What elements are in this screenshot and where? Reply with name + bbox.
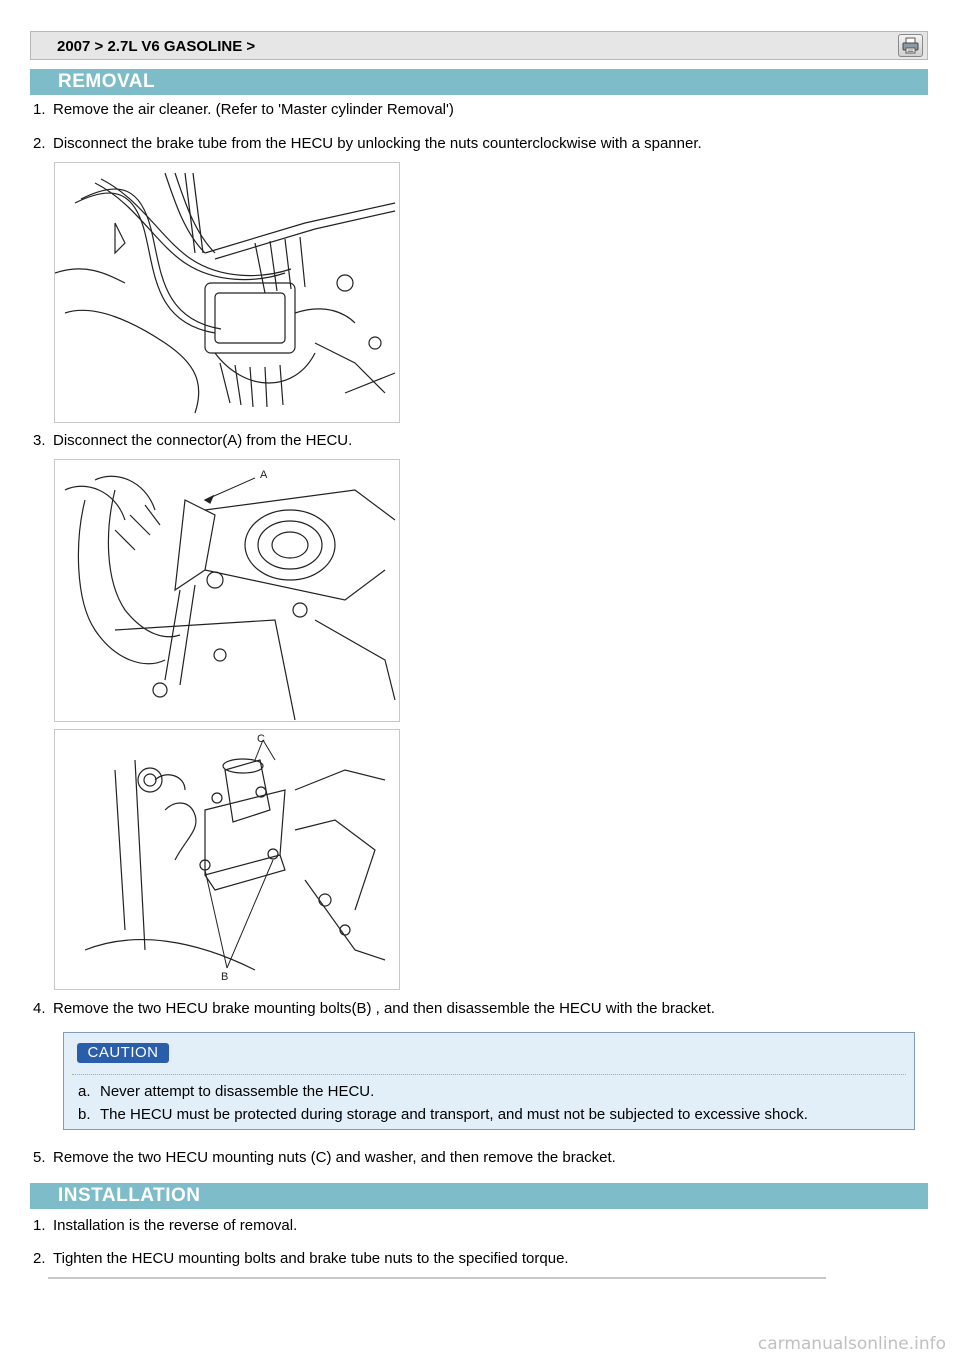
caution-divider xyxy=(72,1074,906,1075)
caution-box xyxy=(63,1032,915,1130)
caution-item-a: a. Never attempt to disassemble the HECU. xyxy=(78,1083,375,1100)
section-removal-title: REMOVAL xyxy=(58,71,156,92)
installation-step-1: 1. Installation is the reverse of removal. xyxy=(33,1217,298,1234)
callout-a-label: A xyxy=(260,469,268,481)
caution-badge: CAUTION xyxy=(77,1043,169,1063)
section-installation-title: INSTALLATION xyxy=(58,1185,201,1206)
removal-step-4: 4. Remove the two HECU brake mounting bolts(B) , and then disassemble the HECU with the bracket. xyxy=(33,1000,715,1017)
removal-step-3: 3. Disconnect the connector(A) from the HECU. xyxy=(33,432,353,449)
installation-step-2: 2. Tighten the HECU mounting bolts and brake tube nuts to the specified torque. xyxy=(33,1250,569,1267)
caution-item-b: b. The HECU must be protected during storage and transport, and must not be subjected to excessive shock. xyxy=(78,1106,808,1123)
footer-divider xyxy=(48,1277,826,1279)
removal-step-2: 2. Disconnect the brake tube from the HECU by unlocking the nuts counterclockwise with a spanner. xyxy=(33,135,702,152)
breadcrumb xyxy=(30,31,928,60)
print-button[interactable] xyxy=(898,34,923,57)
figure-bolts-b-nuts-c xyxy=(54,729,400,990)
print-icon xyxy=(902,37,919,54)
callout-c-label: C xyxy=(257,733,265,745)
breadcrumb-text: 2007 > 2.7L V6 GASOLINE > xyxy=(57,38,256,55)
section-removal-header xyxy=(30,69,928,95)
figure-connector-a xyxy=(54,459,400,722)
watermark: carmanualsonline.info xyxy=(757,1334,946,1354)
figure-brake-tubes xyxy=(54,162,400,423)
section-installation-header xyxy=(30,1183,928,1209)
removal-step-5: 5. Remove the two HECU mounting nuts (C) and washer, and then remove the bracket. xyxy=(33,1149,616,1166)
callout-b-label: B xyxy=(221,971,229,983)
removal-step-1: 1. Remove the air cleaner. (Refer to 'Master cylinder Removal') xyxy=(33,101,454,118)
